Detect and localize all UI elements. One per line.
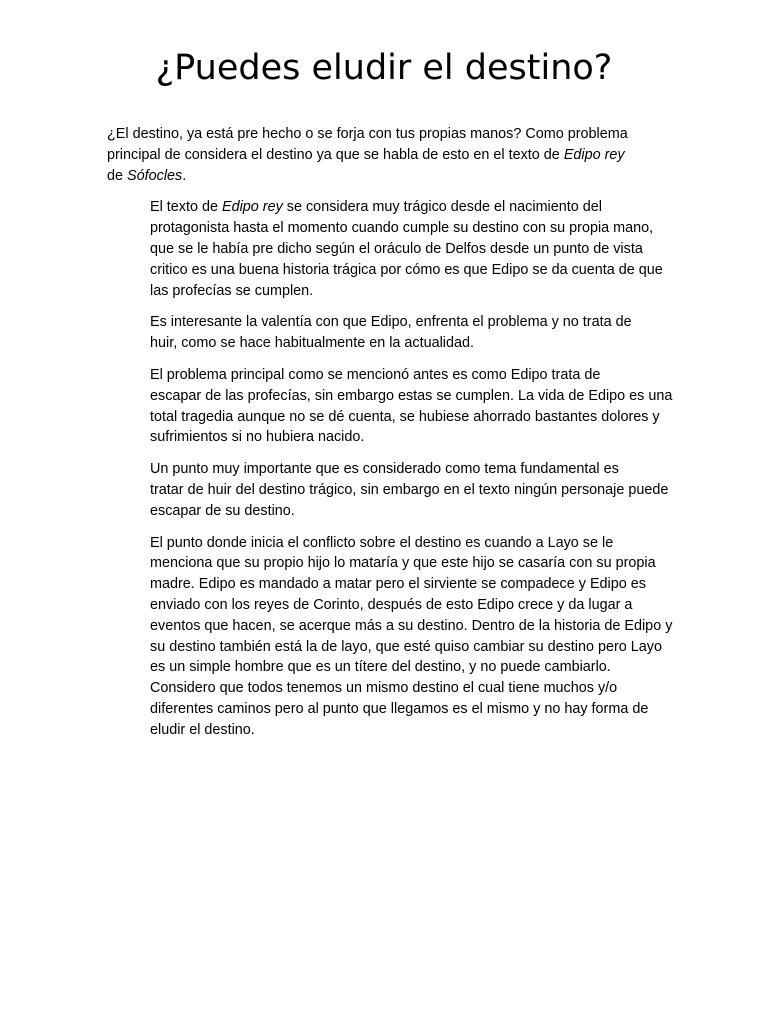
text-line [107,260,662,281]
text-run: se considera muy trágico desde el nacimiento del [282,199,602,216]
text-line [107,407,662,428]
text-line [107,699,662,720]
text-run: ¿El destino, ya está pre hecho o se forja con tus propias manos? Como problema [107,126,628,142]
text-run: El texto de [150,199,222,216]
paragraph-3 [107,312,662,354]
text-line [107,678,662,699]
text-run: es un simple hombre que es un títere del destino, y no puede cambiarlo. [150,659,611,676]
paragraph-5 [107,459,669,521]
text-line [107,386,673,407]
text-run: eludir el destino. [150,721,255,738]
italic-title: Edipo rey [222,199,283,216]
text-line [107,197,662,218]
text-run: escapar de las profecías, sin embargo estas se cumplen. La vida de Edipo es una [150,387,673,404]
text-run: enviado con los reyes de Corinto, después de esto Edipo crece y da lugar a [150,596,633,613]
text-run: eventos que hacen, se acerque más a su destino. Dentro de la historia de Edipo y [150,617,673,634]
italic-title: Edipo rey [563,146,625,163]
text-line [107,312,662,333]
text-run: El punto donde inicia el conflicto sobre el destino es cuando a Layo se le [150,534,614,551]
text-line [107,124,662,145]
paragraph-4 [107,365,673,448]
text-line [107,281,662,302]
text-run: diferentes caminos pero al punto que llegamos es el mismo y no hay forma de [150,700,649,717]
text-line [107,480,669,501]
text-run: menciona que su propio hijo lo mataría y que este hijo se casaría con su propia [150,555,656,572]
paragraph-1 [107,124,662,186]
text-line [107,637,662,658]
text-line [107,595,662,616]
text-run: huir, como se hace habitualmente en la actualidad. [150,335,474,352]
text-line [107,533,662,554]
text-run: Un punto muy importante que es considerado como tema fundamental es [150,461,619,478]
text-line [107,427,662,448]
text-run: principal de considera el destino ya que se habla de esto en el texto de [107,146,564,163]
document-body [107,124,673,752]
text-run: que se le había pre dicho según el oráculo de Delfos desde un punto de vista [150,240,643,257]
text-run: Es interesante la valentía con que Edipo, enfrenta el problema y no trata de [150,314,632,331]
text-line [107,166,662,187]
text-run: madre. Edipo es mandado a matar pero el sirviente se compadece y Edipo es [150,576,646,593]
text-line [107,459,662,480]
text-run: critico es una buena historia trágica por cómo es que Edipo se da cuenta de que [150,261,663,278]
paragraph-6 [107,533,673,741]
text-run: tratar de huir del destino trágico, sin embargo en el texto ningún personaje puede [150,481,669,498]
text-run: . [182,167,187,184]
text-run: El problema principal como se mencionó antes es como Edipo trata de [150,366,601,383]
text-line [107,501,662,522]
text-run: sufrimientos si no hubiera nacido. [150,429,365,446]
text-run: protagonista hasta el momento cuando cumple su destino con su propia mano, [150,220,654,237]
text-line [107,365,662,386]
text-line [107,720,662,741]
text-line [107,239,662,260]
text-run: su destino también está la de layo, que esté quiso cambiar su destino pero Layo [150,638,662,655]
text-run: total tragedia aunque no se dé cuenta, se hubiese ahorrado bastantes dolores y [150,408,660,425]
paragraph-2 [107,197,662,301]
text-line [107,145,662,166]
text-line [107,218,662,239]
text-run: de [107,167,128,184]
italic-title: Sófocles [127,167,183,184]
document-title: ¿Puedes eludir el destino? [155,48,613,88]
text-run: Considero que todos tenemos un mismo destino el cual tiene muchos y/o [150,680,618,697]
text-line [107,574,662,595]
text-line [107,553,662,574]
text-line [107,333,662,354]
text-line [107,616,673,637]
text-run: las profecías se cumplen. [150,282,314,299]
text-run: escapar de su destino. [150,502,295,519]
text-line [107,657,662,678]
